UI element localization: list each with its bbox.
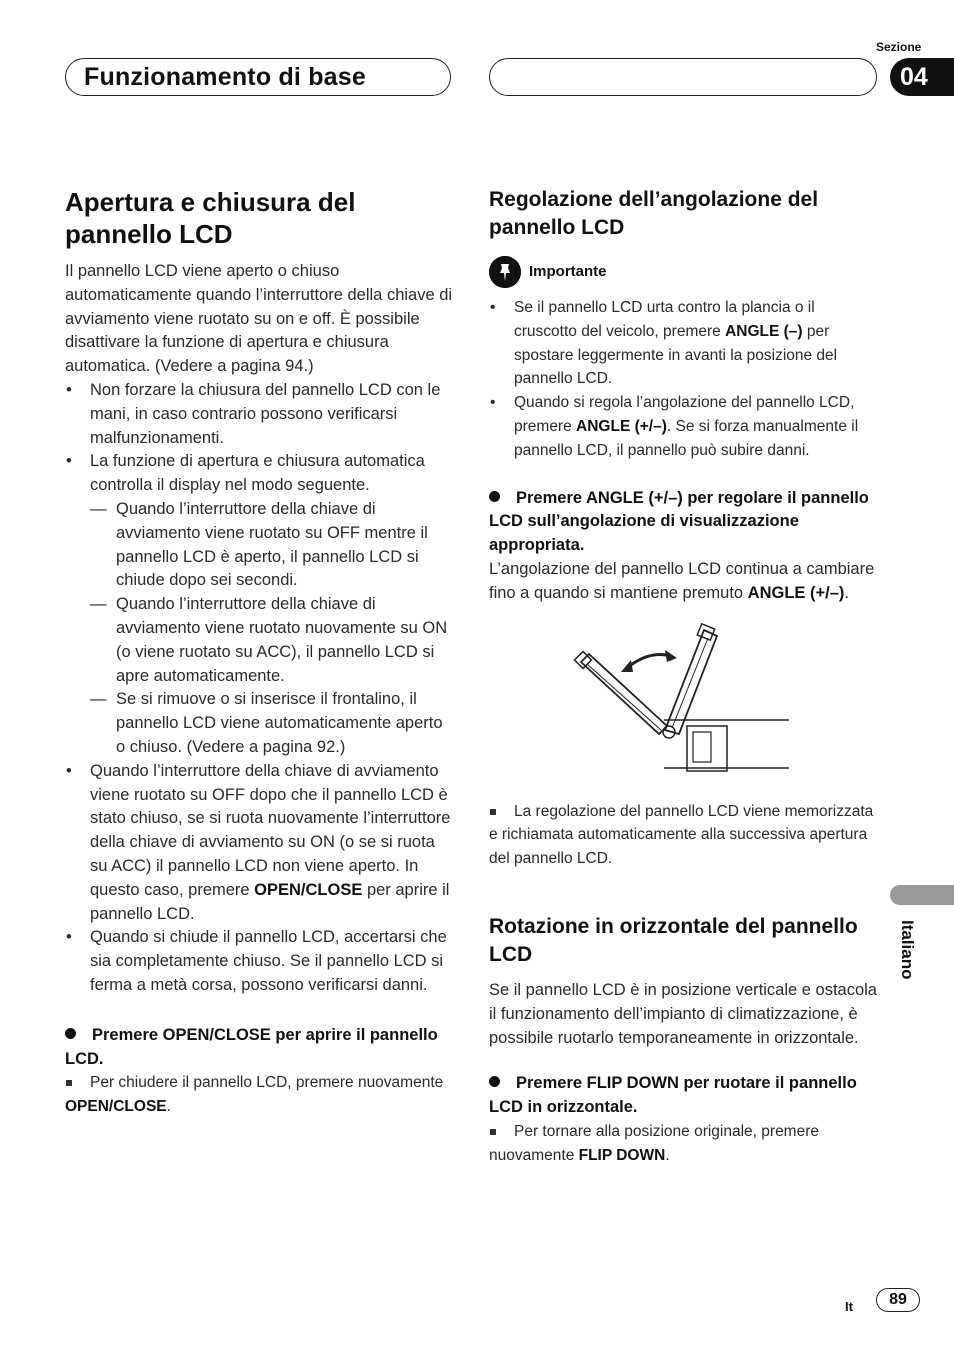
pushpin-icon	[489, 256, 521, 288]
list-item-text: Quando l’interruttore della chiave di avviamento viene ruotato su OFF dopo che il pannello LCD è stato chiuso, se si ruota nuovamente l’interruttore della chiave di avviamento su ON (o se si ruota su ACC) il pannello LCD non viene aperto. In questo caso, premere	[90, 761, 451, 899]
left-intro: Il pannello LCD viene aperto o chiuso automaticamente quando l’interruttore della chiave di avviamento viene ruotato su on e off. È possibile disattivare la funzione di apertura e chiusura automatica. (Vedere a pagina 94.)	[65, 262, 453, 376]
button-name: ANGLE (+/–)	[576, 417, 667, 435]
dash-item: — Quando l’interruttore della chiave di avviamento viene ruotato nuovamente su ON (o viene ruotato su ACC), il pannello LCD si apre automaticamente.	[90, 593, 453, 688]
language-code: It	[845, 1299, 853, 1314]
list-item	[65, 760, 453, 927]
dash-item: — Quando l’interruttore della chiave di avviamento viene ruotato su OFF mentre il pannello LCD è aperto, il pannello LCD si chiude dopo sei secondi.	[90, 498, 453, 593]
important-list	[489, 296, 879, 463]
note: La regolazione del pannello LCD viene memorizzata e richiamata automaticamente alla successiva apertura del pannello LCD.	[489, 800, 879, 871]
rotation-section-title: Rotazione in orizzontale del pannello LCD	[489, 914, 858, 966]
button-name: OPEN/CLOSE	[65, 1098, 167, 1116]
step-dot-icon	[489, 491, 500, 502]
left-title: Apertura e chiusura del pannello LCD	[65, 187, 356, 249]
important-label: Importante	[529, 263, 607, 281]
language-label: Italiano	[898, 920, 917, 980]
page-number: 89	[876, 1288, 920, 1312]
list-item-text: Se il pannello LCD urta contro la plancia o il cruscotto del veicolo, premere	[514, 299, 815, 340]
step-instruction	[489, 487, 879, 558]
rotation-body: Se il pannello LCD è in posizione verticale e ostacola il funzionamento dell’impianto di climatizzazione, è possibile ruotarlo temporaneamente in orizzontale.	[489, 980, 877, 1047]
list-item: • Non forzare la chiusura del pannello LCD con le mani, in caso contrario possono verificarsi malfunzionamenti.	[65, 379, 453, 450]
step-text: Premere OPEN/CLOSE per aprire il pannello LCD.	[65, 1025, 438, 1068]
note	[489, 1120, 879, 1168]
dash-item: — Se si rimuove o si inserisce il frontalino, il pannello LCD viene automaticamente aperto o chiuso. (Vedere a pagina 92.)	[90, 688, 453, 759]
step-dot-icon	[489, 1076, 500, 1087]
button-name: ANGLE (+/–)	[747, 583, 845, 602]
lcd-angle-illustration	[569, 620, 799, 790]
sezione-label: Sezione	[876, 40, 922, 54]
section-title: Funzionamento di base	[84, 63, 366, 91]
step-instruction	[65, 1024, 453, 1072]
angle-section-title: Regolazione dell’angolazione del pannello LCD	[489, 188, 819, 239]
list-item-text: Quando si regola l’angolazione del pannello LCD, premere	[514, 394, 855, 435]
list-item: • Quando si chiude il pannello LCD, accertarsi che sia completamente chiuso. Se il pannello LCD si ferma a metà corsa, possono verificarsi danni.	[65, 926, 453, 997]
note	[65, 1071, 453, 1119]
left-bullet-list	[65, 379, 453, 998]
step-dot-icon	[65, 1028, 76, 1039]
left-column	[65, 186, 453, 1119]
step-body-text: L’angolazione del pannello LCD continua a cambiare fino a quando si mantiene premuto	[489, 559, 875, 602]
button-name: ANGLE (–)	[725, 322, 803, 340]
list-item	[489, 391, 879, 462]
button-name: FLIP DOWN	[578, 1146, 666, 1164]
note-text: Per tornare alla posizione originale, premere nuovamente	[489, 1122, 819, 1164]
list-item-text: per aprire il pannello LCD.	[90, 880, 450, 923]
step-text: Premere ANGLE (+/–) per regolare il pannello LCD sull’angolazione di visualizzazione appropriata.	[489, 488, 869, 555]
list-item-text: per spostare leggermente in avanti la posizione del pannello LCD.	[514, 322, 838, 388]
step-text: Premere FLIP DOWN per ruotare il pannello LCD in orizzontale.	[489, 1074, 857, 1117]
language-tab-marker	[890, 885, 954, 905]
note-text: .	[665, 1146, 670, 1164]
important-callout	[489, 256, 879, 288]
list-item-text: La funzione di apertura e chiusura automatica controlla il display nel modo seguente.	[90, 452, 425, 495]
section-number-tab: 04	[890, 58, 954, 96]
note-text: .	[166, 1098, 171, 1116]
button-name: OPEN/CLOSE	[254, 880, 363, 899]
step-body	[489, 558, 879, 606]
list-item	[489, 296, 879, 391]
list-item	[65, 450, 453, 759]
right-column	[489, 186, 879, 1168]
step-body-text: .	[844, 583, 849, 602]
dash-list	[90, 498, 453, 760]
list-item-text: . Se si forza manualmente il pannello LCD, il pannello può subire danni.	[514, 417, 859, 459]
header-blank-pill	[489, 58, 877, 96]
section-title-pill	[65, 58, 451, 96]
step-instruction	[489, 1072, 879, 1120]
note-text: Per chiudere il pannello LCD, premere nuovamente	[90, 1074, 444, 1092]
